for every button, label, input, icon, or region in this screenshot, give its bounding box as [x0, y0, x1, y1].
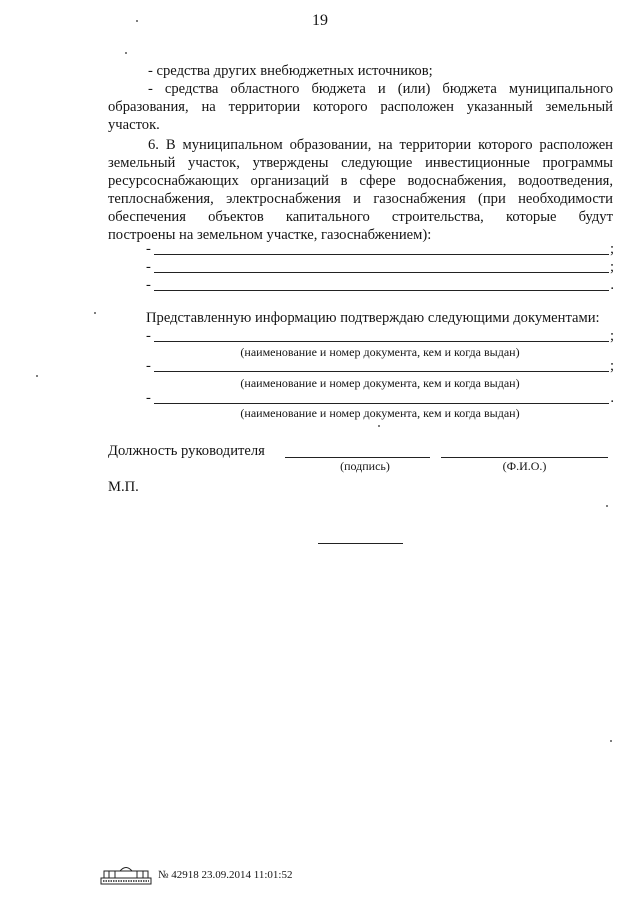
program-fill-row[interactable] [146, 276, 614, 294]
confirm-intro: Представленную информацию подтверждаю следующими документами: [146, 310, 600, 326]
position-label: Должность руководителя [108, 443, 265, 459]
scan-speck [136, 20, 138, 22]
fill-suffix: . [610, 390, 614, 406]
bullet-regional-budget: - средства областного бюджета и (или) бюджета муниципального [148, 81, 613, 97]
document-fill-row[interactable] [146, 357, 614, 375]
parliament-building-logo [100, 863, 152, 885]
program-fill-row[interactable] [146, 258, 614, 276]
fill-line [154, 402, 609, 404]
section6-line-4: теплоснабжения, электроснабжения и газоснабжения (при необходимости [108, 191, 613, 207]
fill-prefix: - [146, 277, 151, 293]
fill-prefix: - [146, 390, 151, 406]
fill-suffix: ; [609, 241, 614, 257]
fill-line [154, 289, 609, 291]
section6-line-2: земельный участок, утверждены следующие инвестиционные программы [108, 155, 613, 171]
section6-line-3: ресурсоснабжающих организаций в сфере водоснабжения, водоотведения, [108, 173, 613, 189]
document-fill-row[interactable] [146, 389, 614, 407]
document-caption: (наименование и номер документа, кем и когда выдан) [240, 406, 520, 420]
signature-caption: (подпись) [340, 459, 390, 473]
fill-prefix: - [146, 241, 151, 257]
fill-suffix: ; [609, 358, 614, 374]
section6-line-5: обеспечения объектов капитального строительства, которые будут [108, 209, 613, 225]
full-name-caption: (Ф.И.О.) [502, 459, 547, 473]
bullet-regional-budget-cont: образования, на территории которого расположен указанный земельный [108, 99, 613, 115]
fill-line [154, 340, 609, 342]
scan-speck [94, 312, 96, 314]
document-caption: (наименование и номер документа, кем и когда выдан) [240, 376, 520, 390]
scan-speck [36, 375, 38, 377]
fill-line [154, 253, 609, 255]
seal-place-label: М.П. [108, 479, 139, 495]
fill-suffix: ; [609, 259, 614, 275]
full-name-line[interactable] [441, 457, 608, 458]
section6-line-1: 6. В муниципальном образовании, на территории которого расположен [148, 137, 613, 153]
bullet-other-sources: - средства других внебюджетных источников; [148, 63, 433, 79]
bullet-regional-budget-end: участок. [108, 117, 160, 133]
fill-prefix: - [146, 259, 151, 275]
section6-line-6: построены на земельном участке, газоснабжением): [108, 227, 432, 243]
registration-stamp: № 42918 23.09.2014 11:01:52 [158, 869, 293, 881]
fill-suffix: . [610, 277, 614, 293]
scan-speck [610, 740, 612, 742]
scan-speck [378, 425, 380, 427]
fill-line [154, 370, 609, 372]
signature-line[interactable] [285, 457, 430, 458]
program-fill-row[interactable] [146, 240, 614, 258]
document-caption: (наименование и номер документа, кем и когда выдан) [240, 345, 520, 359]
fill-suffix: ; [609, 328, 614, 344]
document-fill-row[interactable] [146, 327, 614, 345]
end-rule [318, 543, 403, 544]
scan-speck [125, 52, 127, 54]
page-number: 19 [312, 12, 328, 29]
scan-speck [606, 505, 608, 507]
fill-prefix: - [146, 358, 151, 374]
fill-line [154, 271, 609, 273]
fill-prefix: - [146, 328, 151, 344]
